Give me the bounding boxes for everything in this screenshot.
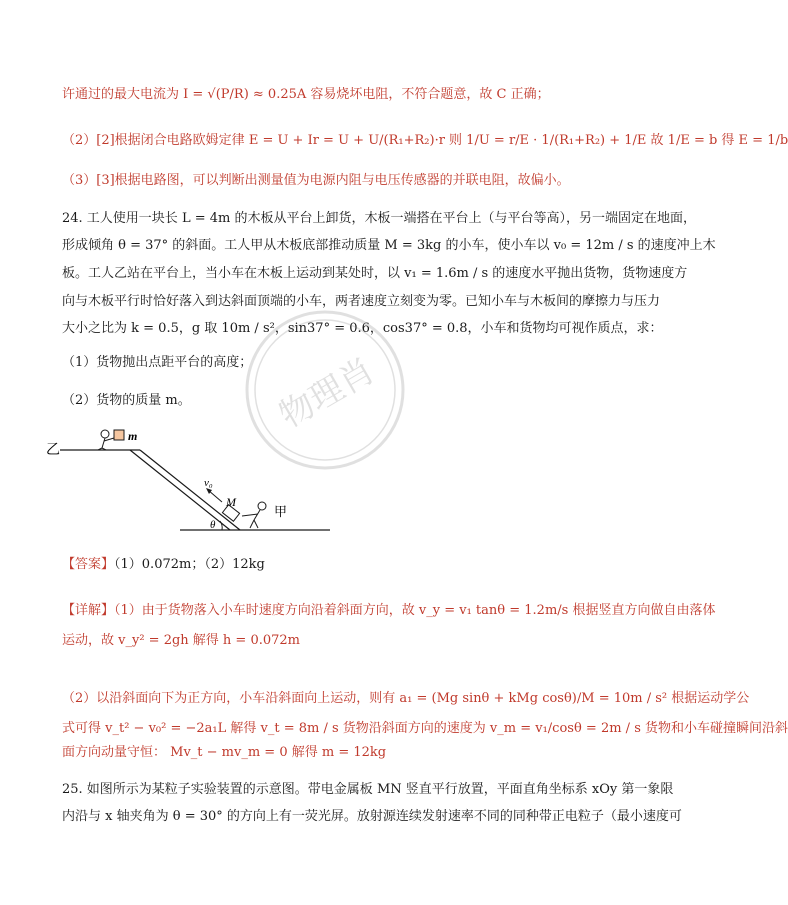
line-6: 板。工人乙站在平台上，当小车在木板上运动到某处时，以 v₁ = 1.6m / s 的速度水平抛出货物，货物速度方: [62, 266, 688, 281]
line-10: （2）货物的质量 m。: [62, 393, 191, 408]
angle-arc: [220, 521, 222, 530]
line-8: 大小之比为 k = 0.5，g 取 10m / s²，sin37° = 0.6，cos37° = 0.8，小车和货物均可视作质点，求：: [62, 321, 663, 336]
line-12: 【详解】（1）由于货物落入小车时速度方向沿着斜面方向，故 v_y = v₁ tanθ = 1.2m/s 根据竖直方向做自由落体: [62, 603, 716, 618]
line-5: 形成倾角 θ = 37° 的斜面。工人甲从木板底部推动质量 M = 3kg 的小车，使小车以 v₀ = 12m / s 的速度冲上木: [62, 238, 716, 253]
line-7: 向与木板平行时恰好落入到达斜面顶端的小车，两者速度立刻变为零。已知小车与木板间的摩擦力与压力: [62, 294, 661, 309]
line-1: 许通过的最大电流为 I = √(P/R) ≈ 0.25A 容易烧坏电阻，不符合题意，故 C 正确；: [62, 87, 550, 102]
line-9: （1）货物抛出点距平台的高度；: [62, 355, 253, 370]
line-14: （2）以沿斜面向下为正方向，小车沿斜面向上运动，则有 a₁ = (Mg sinθ + kMg cosθ)/M = 10m / s² 根据运动学公: [62, 691, 750, 706]
answer-line: [62, 556, 265, 574]
svg-text:物理肖: 物理肖: [272, 350, 382, 437]
worker-yi-head: [101, 430, 109, 438]
worker-jia-head: [258, 502, 266, 510]
line-13: 运动，故 v_y² = 2gh 解得 h = 0.072m: [62, 633, 300, 648]
line-16: 面方向动量守恒： Mv_t − mv_m = 0 解得 m = 12kg: [62, 745, 387, 760]
line-17: 25. 如图所示为某粒子实验装置的示意图。带电金属板 MN 竖直平行放置，平面直角坐标系 xOy 第一象限: [62, 782, 674, 797]
board-bottom: [140, 450, 240, 530]
answer-label: 【答案】: [62, 557, 115, 572]
label-theta: θ: [210, 519, 216, 531]
label-M: M: [226, 495, 236, 509]
line-3: （3）[3]根据电路图，可以判断出测量值为电源内阻与电压传感器的并联电阻，故偏小。: [62, 173, 570, 188]
line-15: 式可得 v_t² − v₀² = −2a₁L 解得 v_t = 8m / s 货物沿斜面方向的速度为 v_m = v₁/cosθ = 2m / s 货物和小车碰撞瞬间沿斜: [62, 721, 788, 736]
watermark-seal: [240, 305, 410, 475]
line-4: 24. 工人使用一块长 L = 4m 的木板从平台上卸货，木板一端搭在平台上（与平台等高），另一端固定在地面，: [62, 211, 696, 226]
label-v0: v₀: [204, 477, 213, 489]
line-2: （2）[2]根据闭合电路欧姆定律 E = U + Ir = U + U/(R₁+R₂)·r 则 1/U = r/E · 1/(R₁+R₂) + 1/E 故 1/E = b 得 E = 1/b: [62, 133, 788, 148]
label-m: m: [128, 429, 138, 443]
label-yi: 乙: [46, 442, 60, 458]
answer-part1: （1）0.072m；（2）: [114, 557, 233, 572]
cargo-box: [114, 430, 124, 440]
label-jia: 甲: [274, 505, 288, 520]
line-18: 内沿与 x 轴夹角为 θ = 30° 的方向上有一荧光屏。放射源连续发射速率不同的同种带正电粒子（最小速度可: [62, 809, 682, 824]
answer-part2: 12kg: [232, 557, 265, 572]
board-top: [130, 450, 230, 530]
